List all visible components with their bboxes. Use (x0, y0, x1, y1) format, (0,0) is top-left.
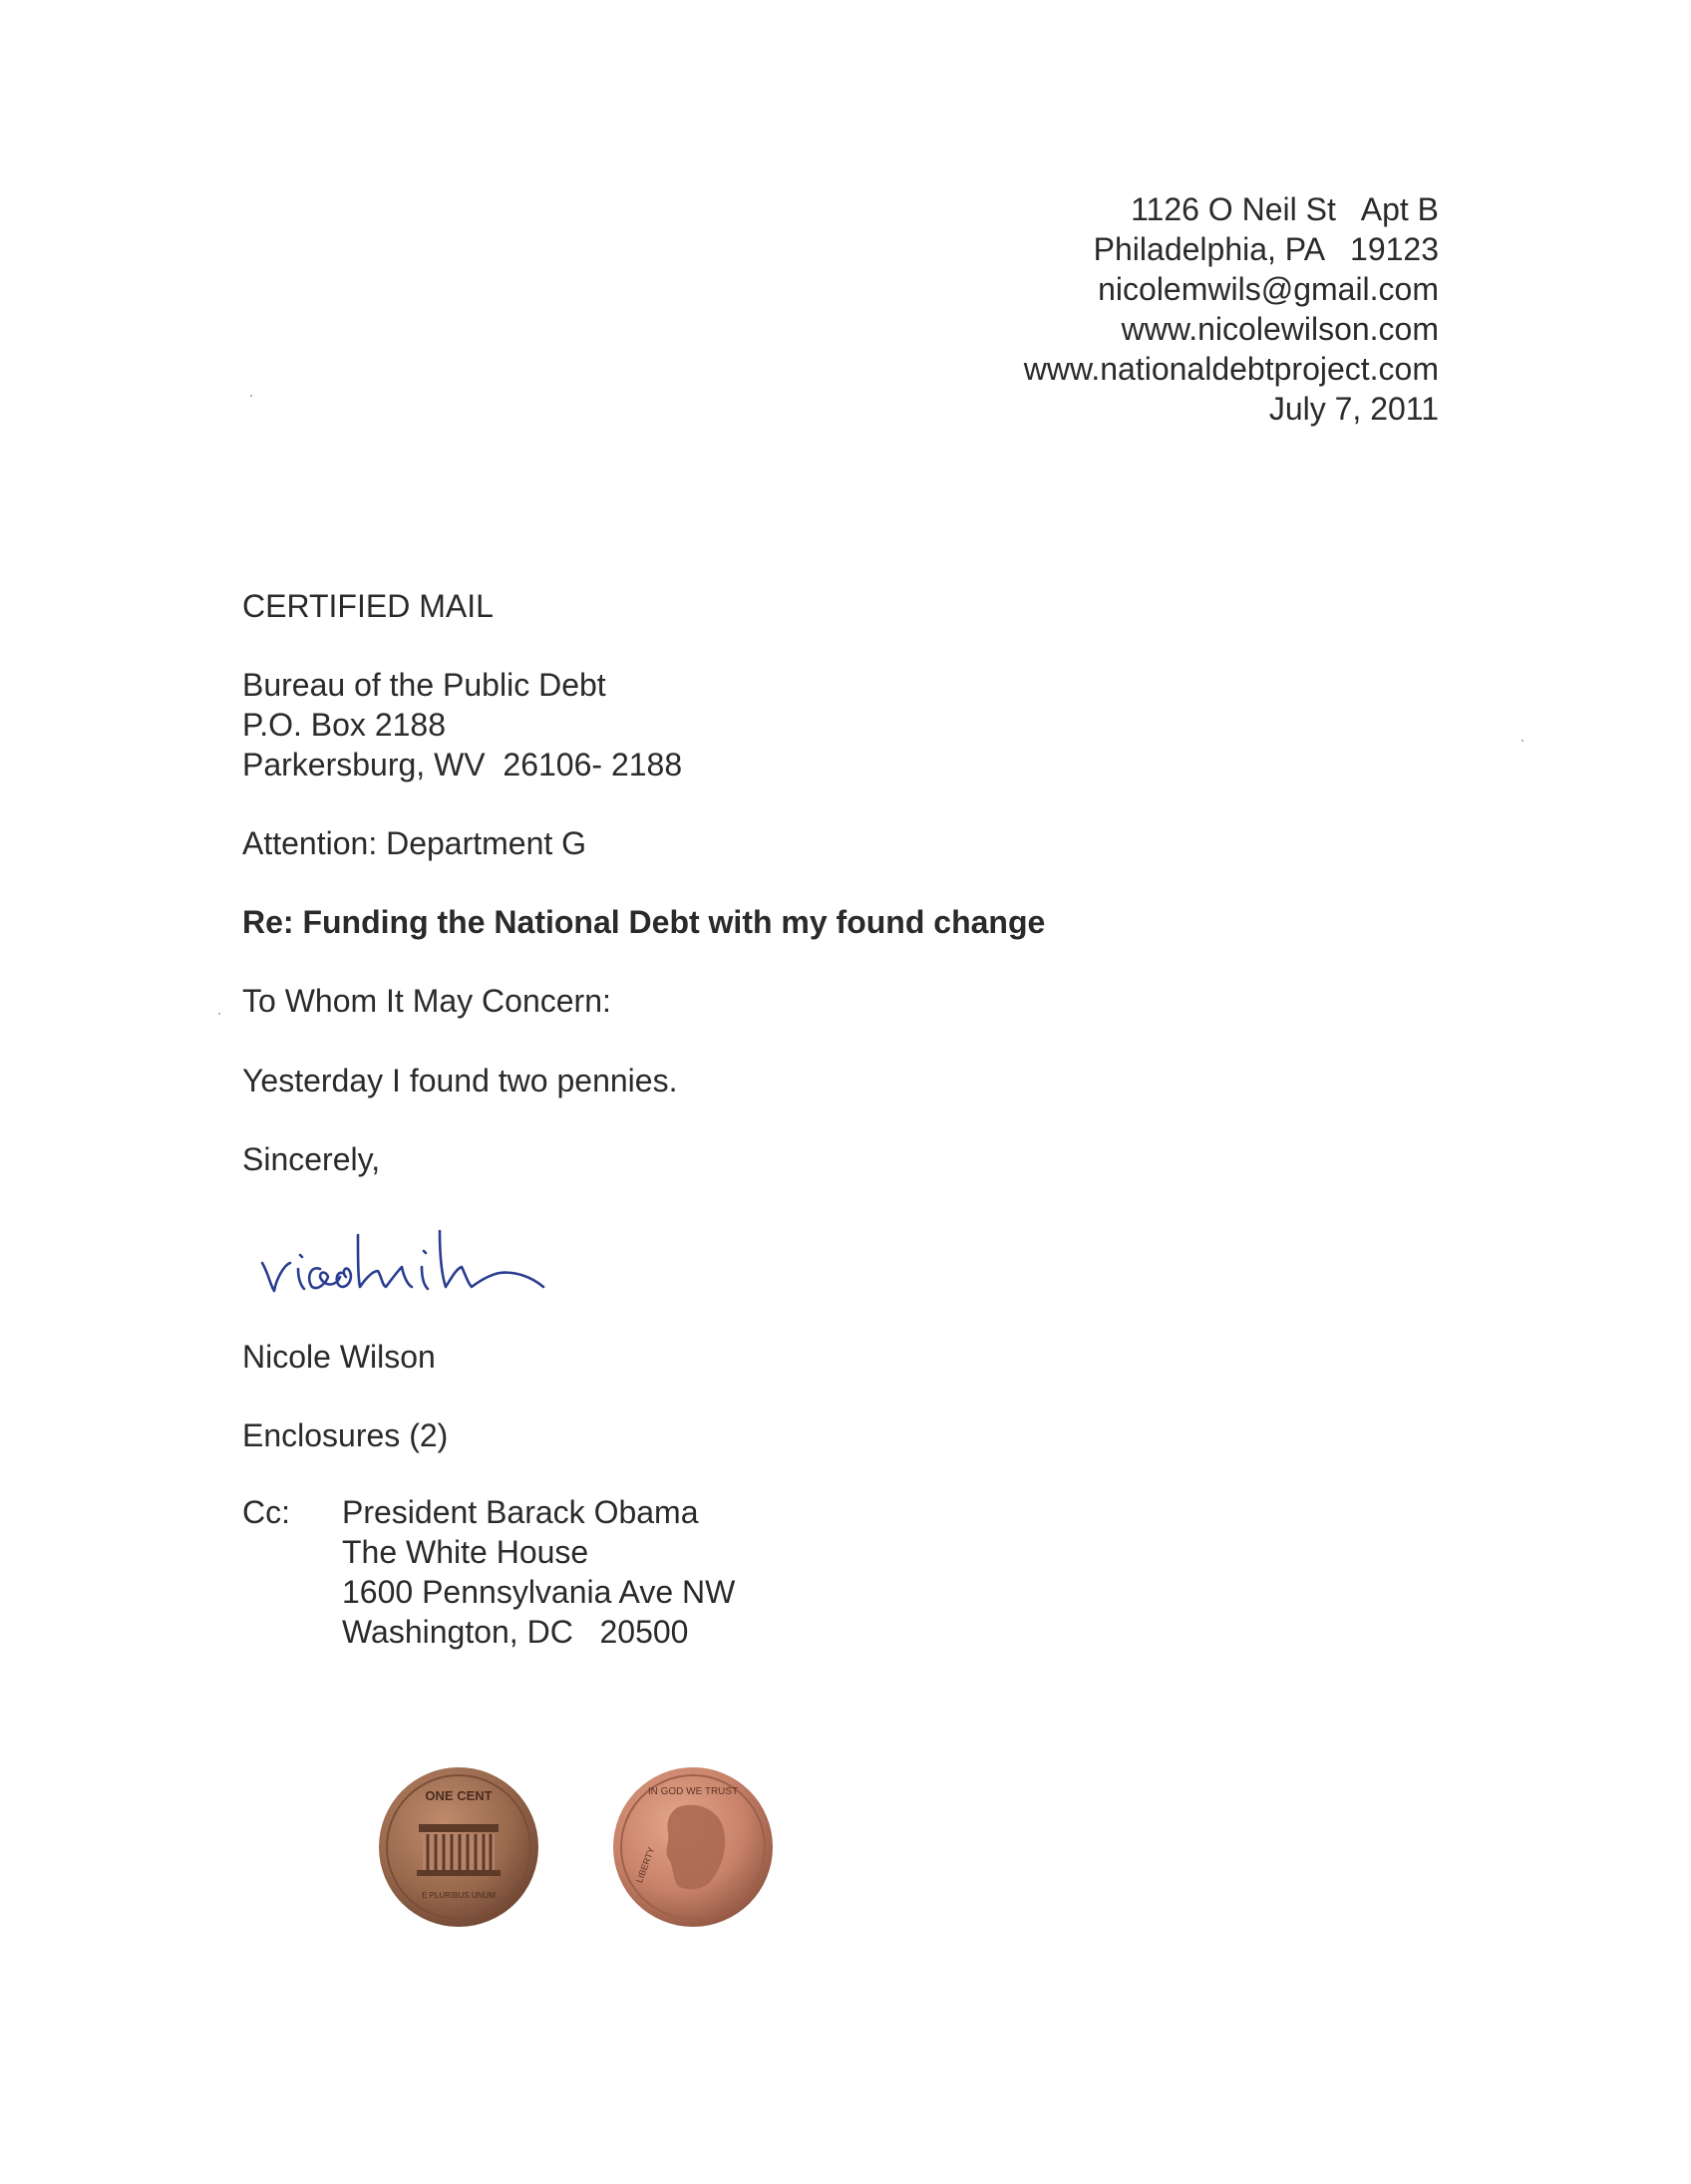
cc-street: 1600 Pennsylvania Ave NW (342, 1574, 736, 1610)
coin-back-motto: E PLURIBUS UNUM (422, 1891, 496, 1900)
handwritten-signature (254, 1221, 683, 1306)
penny-obverse (608, 1762, 778, 1932)
salutation: To Whom It May Concern: (242, 983, 611, 1019)
sender-address (1024, 189, 1439, 429)
recipient-name: Bureau of the Public Debt (242, 667, 606, 703)
recipient-address (242, 665, 682, 784)
sender-email: nicolemwils@gmail.com (1098, 271, 1439, 307)
recipient-city: Parkersburg, WV 26106- 2188 (242, 747, 683, 782)
sender-street: 1126 O Neil St Apt B (1131, 191, 1439, 227)
cc-label: Cc: (242, 1494, 290, 1530)
coin-front-motto: LIBERTY (634, 1845, 657, 1885)
letter-body: Yesterday I found two pennies. (242, 1063, 678, 1098)
subject-line: Re: Funding the National Debt with my found change (242, 904, 1046, 940)
coin-front-text: IN GOD WE TRUST (647, 1786, 739, 1797)
cc-org: The White House (342, 1534, 589, 1570)
sender-city: Philadelphia, PA 19123 (1093, 231, 1439, 267)
closing: Sincerely, (242, 1141, 381, 1177)
penny-reverse (374, 1762, 543, 1932)
signer-name: Nicole Wilson (242, 1339, 436, 1375)
lincoln-memorial-icon (417, 1824, 501, 1876)
scan-speck (218, 1013, 220, 1015)
letter-date: July 7, 2011 (1268, 391, 1439, 427)
enclosures-note: Enclosures (2) (242, 1417, 449, 1453)
cc-address (342, 1492, 735, 1652)
coin-back-text: ONE CENT (425, 1788, 493, 1803)
cc-city: Washington, DC 20500 (342, 1614, 689, 1650)
sender-website-personal: www.nicolewilson.com (1121, 311, 1439, 347)
sender-website-project: www.nationaldebtproject.com (1023, 351, 1439, 387)
scan-speck (1522, 740, 1523, 742)
delivery-method: CERTIFIED MAIL (242, 588, 494, 624)
recipient-po-box: P.O. Box 2188 (242, 707, 446, 743)
scan-speck (250, 395, 252, 397)
cc-name: President Barack Obama (342, 1494, 699, 1530)
attention-line: Attention: Department G (242, 825, 587, 861)
